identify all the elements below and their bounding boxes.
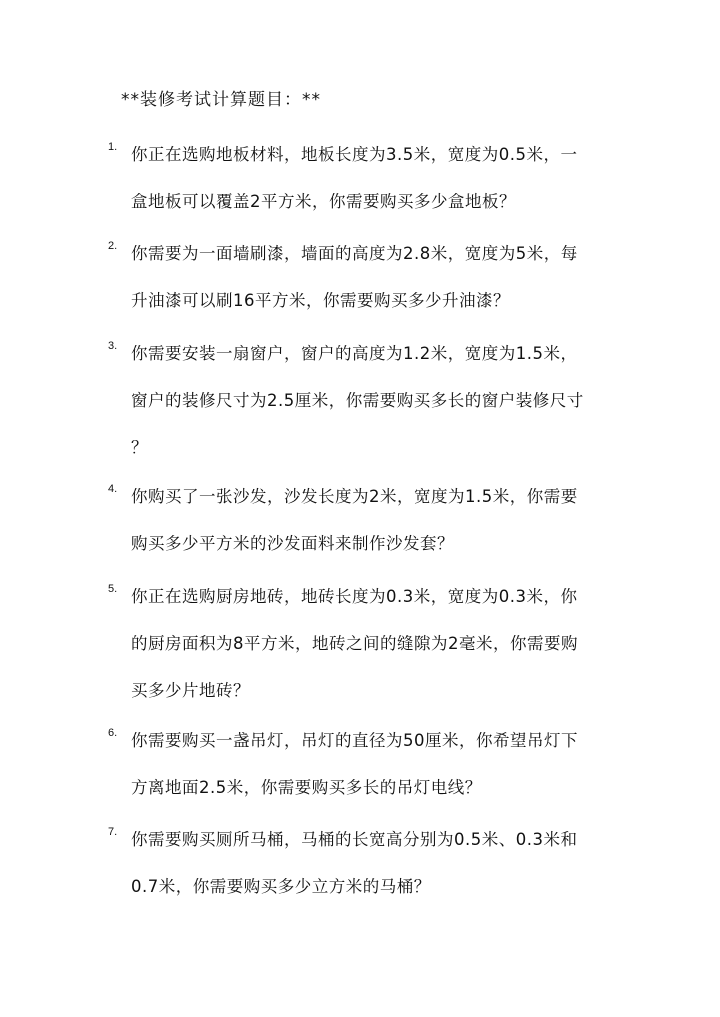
question-text <box>131 230 626 324</box>
question-number: 5. <box>108 583 118 595</box>
question-line: 0.7米，你需要购买多少立方米的马桶？ <box>131 877 431 896</box>
question-line: 盒地板可以覆盖2平方米，你需要购买多少盒地板？ <box>131 192 516 211</box>
question-line: 窗户的装修尺寸为2.5厘米，你需要购买多长的窗户装修尺寸 <box>131 391 584 410</box>
question-line: 你正在选购地板材料，地板长度为3.5米，宽度为0.5米，一 <box>131 145 578 164</box>
question-line: 升油漆可以刷16平方米，你需要购买多少升油漆？ <box>131 291 510 310</box>
question-line: 买多少片地砖？ <box>131 681 250 700</box>
question-number: 1. <box>108 141 118 153</box>
question-text <box>131 717 626 811</box>
question-number: 6. <box>108 727 118 739</box>
question-line: 你需要购买一盏吊灯，吊灯的直径为50厘米，你希望吊灯下 <box>131 731 578 750</box>
question-line: 你需要安装一扇窗户，窗户的高度为1.2米，宽度为1.5米， <box>131 344 578 363</box>
question-number: 4. <box>108 483 118 495</box>
question-text <box>131 131 626 225</box>
question-line: 你需要为一面墙刷漆，墙面的高度为2.8米，宽度为5米，每 <box>131 244 578 263</box>
question-text <box>131 330 626 471</box>
question-line: 方离地面2.5米，你需要购买多长的吊灯电线？ <box>131 778 482 797</box>
question-line: 你正在选购厨房地砖，地砖长度为0.3米，宽度为0.3米，你 <box>131 587 578 606</box>
question-text <box>131 816 626 910</box>
document-title: **装修考试计算题目：** <box>121 90 321 110</box>
question-line: 你购买了一张沙发，沙发长度为2米，宽度为1.5米，你需要 <box>131 487 578 506</box>
question-text <box>131 473 626 567</box>
question-number: 3. <box>108 340 118 352</box>
question-number: 2. <box>108 240 118 252</box>
question-text <box>131 573 626 714</box>
question-line: ？ <box>131 438 148 457</box>
question-number: 7. <box>108 826 118 838</box>
question-line: 你需要购买厕所马桶，马桶的长宽高分别为0.5米、0.3米和 <box>131 830 578 849</box>
question-line: 购买多少平方米的沙发面料来制作沙发套？ <box>131 534 454 553</box>
question-line: 的厨房面积为8平方米，地砖之间的缝隙为2毫米，你需要购 <box>131 634 578 653</box>
